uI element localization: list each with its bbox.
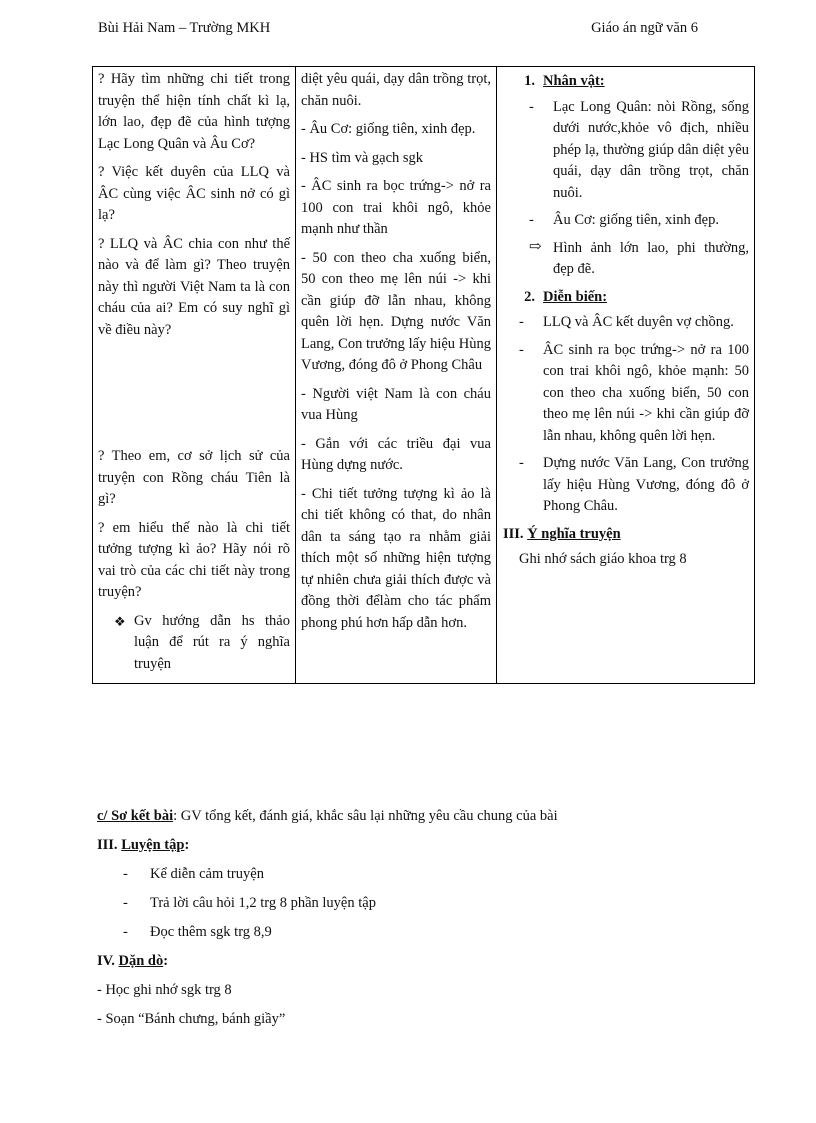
answer-1: diệt yêu quái, dạy dân trồng trọt, chăn nuôi.: [301, 71, 491, 109]
heading-number: IV.: [97, 953, 115, 969]
diamond-bullet-icon: ❖: [114, 613, 126, 629]
section-text: Ghi nhớ sách giáo khoa trg 8: [519, 551, 687, 567]
answer-6: - Người việt Nam là con cháu vua Hùng: [301, 385, 491, 423]
section-number: III.: [503, 525, 524, 542]
question-2: ? Việc kết duyên của LLQ và ÂC cùng việc ÂC sinh nở có gì lạ?: [98, 164, 290, 223]
summary-text: : GV tổng kết, đánh giá, khắc sâu lại những yêu cầu chung của bài: [173, 808, 558, 824]
lesson-summary: [97, 806, 737, 1038]
list-item-text: LLQ và ÂC kết duyên vợ chồng.: [543, 314, 734, 330]
summary-line: [97, 806, 737, 827]
section-title: Diễn biến:: [543, 288, 608, 305]
list-item: [505, 97, 749, 205]
answer-5: - 50 con theo cha xuống biển, 50 con theo mẹ lên núi -> khi cần giúp đỡ lẫn nhau, không quên lời hẹn. Dựng nước Văn Lang, Con trưởng lấy hiệu Hùng Vương, đóng đô ở Phong Châu: [301, 249, 491, 373]
answer-7: - Gắn với các triều đại vua Hùng dựng nước.: [301, 435, 491, 473]
list-item: [97, 864, 737, 885]
dash-bullet: -: [123, 924, 128, 940]
list-item: [505, 312, 749, 334]
dash-bullet: -: [529, 98, 534, 115]
heading-number: III.: [97, 837, 118, 853]
section-plot: [505, 287, 749, 309]
list-item-text: Hình ảnh lớn lao, phi thường, đẹp đẽ.: [553, 239, 749, 277]
section-title: Ý nghĩa truyện: [527, 525, 621, 542]
list-item: [505, 340, 749, 448]
list-item-text: Kể diễn cảm truyện: [150, 866, 264, 882]
lesson-table: [92, 66, 755, 684]
teacher-note-text: Gv hướng dẫn hs thảo luận để rút ra ý nghĩa truyện: [134, 612, 290, 672]
answer-2: - Âu Cơ: giống tiên, xinh đẹp.: [301, 121, 476, 137]
list-item: [97, 922, 737, 943]
summary-label: c/ Sơ kết bài: [97, 808, 174, 824]
answer-4: - ÂC sinh ra bọc trứng-> nở ra 100 con trai khôi ngô, khỏe mạnh như thần: [301, 178, 491, 237]
dash-bullet: -: [123, 866, 128, 882]
answers-column: [296, 67, 497, 684]
heading-title: Dặn dò: [118, 953, 164, 969]
answer-8: - Chi tiết tưởng tượng kì ảo là chi tiết không có that, do nhân dân ta sáng tạo ra nhằm giải thích một số những hiện tượng tự nhiên chưa giải thích được và đồng thời đểlàm cho tác phẩm phong phú hơn hấp dẫn hơn.: [301, 485, 491, 631]
list-item-text: Lạc Long Quân: nòi Rồng, sống dưới nước,khỏe vô địch, nhiều phép lạ, thường giúp dân diệt yêu quái, dạy dân trồng trọt, chăn nuôi.: [553, 98, 749, 201]
section-meaning: [503, 524, 749, 546]
list-item: [505, 238, 749, 281]
answer-3: - HS tìm và gạch sgk: [301, 149, 424, 166]
header-author: Bùi Hải Nam – Trường MKH: [98, 20, 271, 36]
list-item: [505, 453, 749, 518]
question-1: ? Hãy tìm những chi tiết trong truyện thể hiện tính chất kì lạ, lớn lao, đẹp đẽ của hình tượng Lạc Long Quân và Âu Cơ?: [98, 71, 290, 152]
homework-item: - Học ghi nhớ sgk trg 8: [97, 982, 232, 998]
section-number: 1.: [524, 73, 535, 89]
list-item-text: Âu Cơ: giống tiên, xinh đẹp.: [553, 212, 719, 228]
homework-heading: [97, 951, 737, 972]
list-item-text: ÂC sinh ra bọc trứng-> nở ra 100 con trai khôi ngô, khỏe mạnh: 50 con theo cha xuống biển, 50 con theo mẹ lên núi -> khi cần giúp đỡ lẫn nhau, không quên lời hẹn.: [543, 341, 749, 444]
teacher-note: [98, 611, 290, 676]
arrow-right-icon: ⇨: [529, 238, 542, 255]
section-number: 2.: [524, 288, 535, 305]
question-5: ? em hiểu thế nào là chi tiết tưởng tượng kì ảo? Hãy nói rõ vai trò của các chi tiết này trong truyện?: [98, 519, 290, 600]
heading-colon: :: [163, 953, 169, 969]
dash-bullet: -: [519, 341, 524, 358]
questions-column: [93, 67, 296, 684]
header-subject: Giáo án ngữ văn 6: [591, 20, 698, 36]
list-item: [505, 210, 749, 232]
dash-bullet: -: [123, 895, 128, 911]
dash-bullet: -: [519, 314, 524, 330]
question-3: ? LLQ và ÂC chia con như thế nào và để làm gì? Theo truyện này thì người Việt Nam ta là con cháu của ai? Em có suy nghĩ gì về điều này?: [98, 235, 290, 338]
list-item: [97, 893, 737, 914]
content-column: [497, 67, 755, 684]
dash-bullet: -: [519, 455, 524, 471]
question-4: ? Theo em, cơ sở lịch sử của truyện con Rồng cháu Tiên là gì?: [98, 448, 290, 507]
dash-bullet: -: [529, 212, 534, 228]
section-characters: [505, 71, 749, 93]
practice-heading: [97, 835, 737, 856]
heading-colon: :: [184, 837, 190, 853]
list-item-text: Đọc thêm sgk trg 8,9: [150, 924, 272, 940]
heading-title: Luyện tập: [121, 837, 185, 853]
section-title: Nhân vật:: [543, 73, 605, 89]
homework-item: - Soạn “Bánh chưng, bánh giầy”: [97, 1011, 286, 1027]
list-item-text: Dựng nước Văn Lang, Con trưởng lấy hiệu Hùng Vương, đóng đô ở Phong Châu.: [543, 455, 749, 514]
list-item-text: Trả lời câu hỏi 1,2 trg 8 phần luyện tập: [150, 895, 376, 911]
